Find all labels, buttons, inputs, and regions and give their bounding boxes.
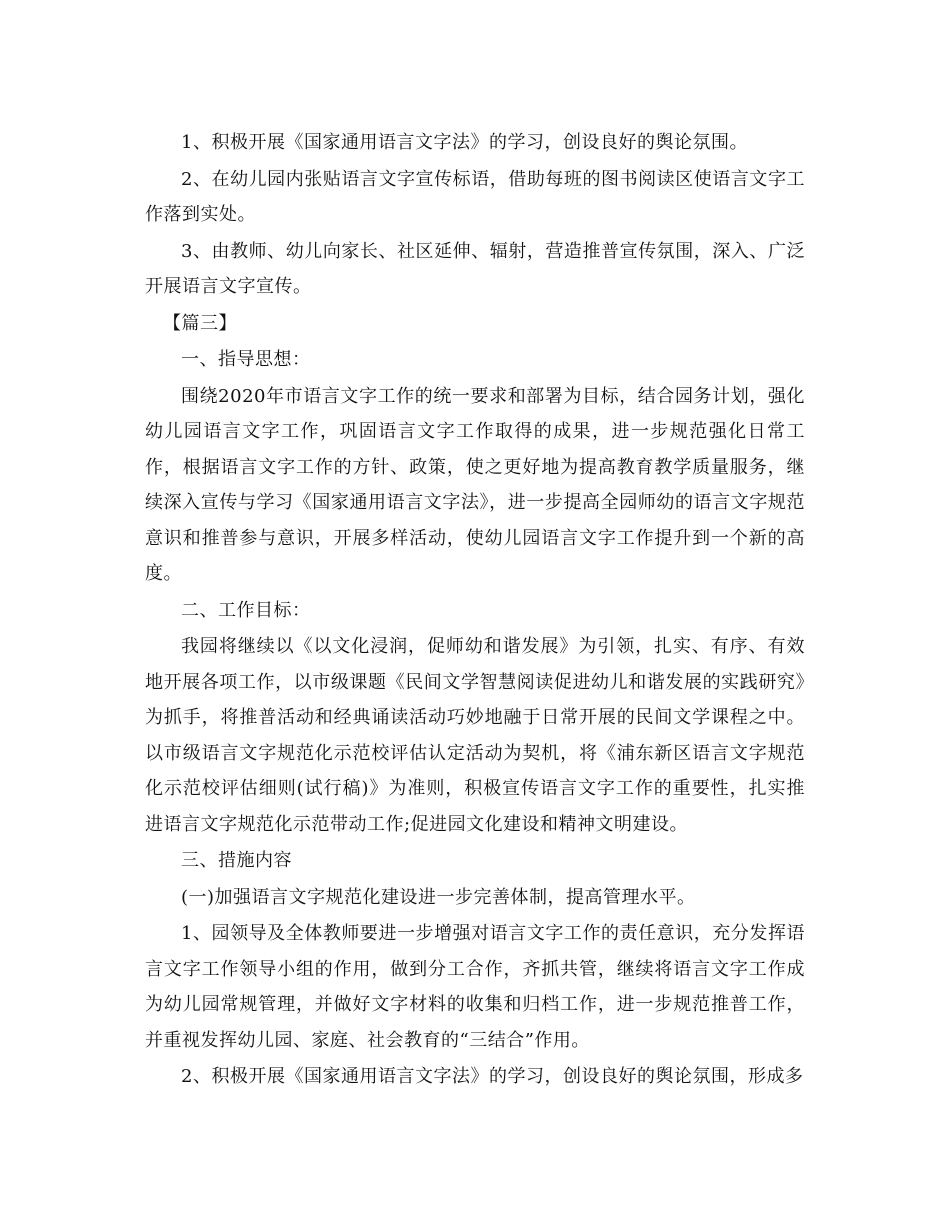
paragraph-measures-2: 2、积极开展《国家通用语言文字法》的学习，创设良好的舆论氛围，形成多	[181, 1066, 804, 1087]
paragraph-1: 1、积极开展《国家通用语言文字法》的学习，创设良好的舆论氛围。	[181, 132, 748, 153]
paragraph-measures-1: 1、园领导及全体教师要进一步增强对语言文字工作的责任意识，充分发挥语言文字工作领导小组的作用，做到分工合作，齐抓共管，继续将语言文字工作成为幼儿园常规管理，并做好文字材料的收集和归档工作，进一步规范推普工作，并重视发挥幼儿园、家庭、社会教育的“三结合”作用。	[145, 923, 805, 1051]
paragraph-work-goals: 我园将继续以《以文化浸润，促师幼和谐发展》为引领，扎实、有序、有效地开展各项工作，以市级课题《民间文学智慧阅读促进幼儿和谐发展的实践研究》为抓手，将推普活动和经典诵读活动巧妙地融于日常开展的民间文学课程之中。以市级语言文字规范化示范校评估认定活动为契机，将《浦东新区语言文字规范化示范校评估细则(试行稿)》为准则，积极宣传语言文字工作的重要性，扎实推进语言文字规范化示范带动工作;促进园文化建设和精神文明建设。	[145, 636, 805, 835]
heading-guiding-thought: 一、指导思想：	[181, 349, 311, 370]
heading-measures: 三、措施内容	[181, 850, 292, 871]
paragraph-2: 2、在幼儿园内张贴语言文字宣传标语，借助每班的图书阅读区使语言文字工作落到实处。	[145, 168, 805, 225]
subheading-measures-1: (一)加强语言文字规范化建设进一步完善体制，提高管理水平。	[181, 886, 696, 908]
heading-work-goals: 二、工作目标：	[181, 599, 311, 621]
paragraph-3: 3、由教师、幼儿向家长、社区延伸、辐射，营造推普宣传氛围，深入、广泛开展语言文字宣传。	[145, 240, 805, 297]
document-body	[145, 125, 805, 1096]
paragraph-guiding-thought: 围绕2020年市语言文字工作的统一要求和部署为目标，结合园务计划，强化幼儿园语言文字工作，巩固语言文字工作取得的成果，进一步规范强化日常工作，根据语言文字工作的方针、政策，使之更好地为提高教育教学质量服务，继续深入宣传与学习《国家通用语言文字法》，进一步提高全园师幼的语言文字规范意识和推普参与意识，开展多样活动，使幼儿园语言文字工作提升到一个新的高度。	[145, 385, 805, 584]
section-heading-part-three: 【篇三】	[163, 312, 237, 334]
